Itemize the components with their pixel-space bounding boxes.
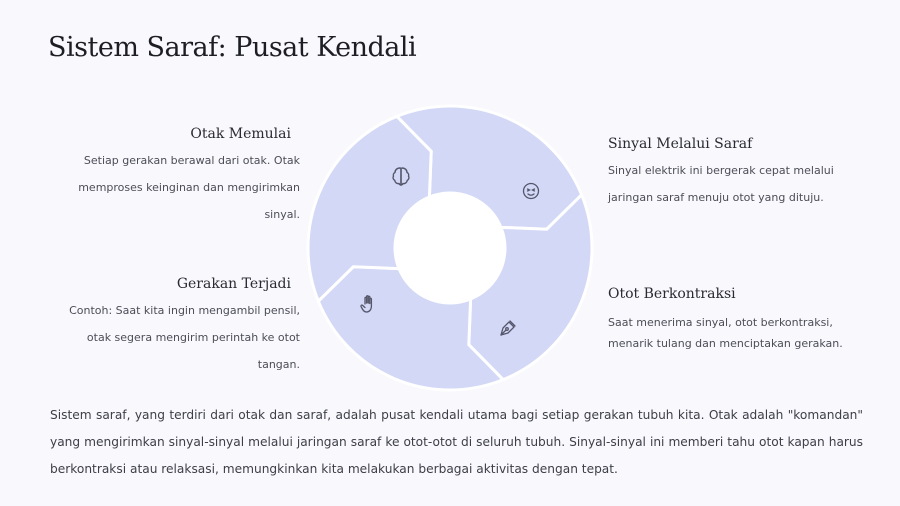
step-title-sinyal-melalui-saraf: Sinyal Melalui Saraf <box>608 136 753 152</box>
step-title-gerakan-terjadi: Gerakan Terjadi <box>176 276 291 292</box>
cycle-center <box>395 193 505 303</box>
page-title: Sistem Saraf: Pusat Kendali <box>48 32 417 63</box>
step-desc-gerakan-terjadi: Contoh: Saat kita ingin mengambil pensil, otak segera mengirim perintah ke otot tangan. <box>69 304 300 371</box>
step-title-otot-berkontraksi: Otot Berkontraksi <box>608 286 736 302</box>
step-title-otak-memulai: Otak Memulai <box>190 126 291 142</box>
summary-paragraph: Sistem saraf, yang terdiri dari otak dan saraf, adalah pusat kendali utama bagi setiap gerakan tubuh kita. Otak adalah "komandan" yang mengirimkan sinyal-sinyal melalui jaringan saraf ke otot-otot di seluruh tubuh. Sinyal-sinyal ini memberi tahu otot kapan harus berkontraksi atau relaksasi, memungkinkan kita melakukan berbagai aktivitas dengan tepat. <box>50 408 863 476</box>
step-desc-sinyal-melalui-saraf: Sinyal elektrik ini bergerak cepat melalui jaringan saraf menuju otot yang dituju. <box>608 164 834 204</box>
cycle-diagram <box>306 104 594 392</box>
step-desc-otak-memulai: Setiap gerakan berawal dari otak. Otak memproses keinginan dan mengirimkan sinyal. <box>78 154 300 221</box>
step-desc-otot-berkontraksi: Saat menerima sinyal, otot berkontraksi, menarik tulang dan menciptakan gerakan. <box>608 316 843 350</box>
